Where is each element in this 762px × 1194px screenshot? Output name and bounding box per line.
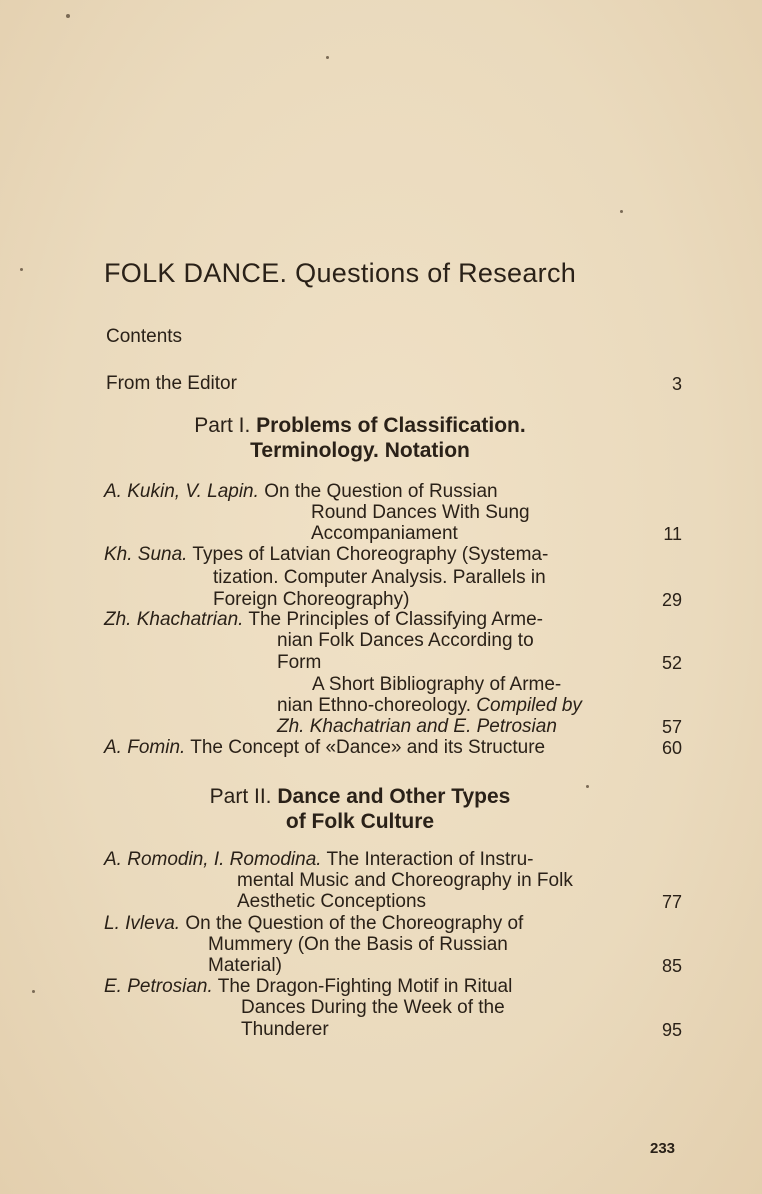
part2-title-line1: Dance and Other Types xyxy=(277,785,511,808)
entry-title-line2: tization. Computer Analysis. Parallels in xyxy=(213,567,546,588)
part2-title-line2: of Folk Culture xyxy=(285,810,435,833)
entry-page-number: 60 xyxy=(661,738,682,758)
entry-page-number: 77 xyxy=(661,892,682,912)
editor-entry: From the Editor xyxy=(106,373,237,394)
entry-title-line1: A Short Bibliography of Arme- xyxy=(312,674,562,695)
entry-title-line3: Material) xyxy=(208,955,282,976)
entry-compiled-by: Compiled by xyxy=(476,695,582,716)
editor-page-number: 3 xyxy=(671,374,682,394)
entry-author: Zh. Khachatrian. xyxy=(104,609,244,630)
entry-title-line1: The Interaction of Instru- xyxy=(326,849,534,870)
part2-label: Part II. xyxy=(209,785,272,808)
entry-title-line3: Thunderer xyxy=(241,1019,329,1040)
contents-label: Contents xyxy=(106,326,183,347)
entry-title-line3: Foreign Choreography) xyxy=(213,589,410,610)
entry-compilers: Zh. Khachatrian and E. Petrosian xyxy=(277,716,557,737)
part1-heading xyxy=(120,413,600,463)
entry-page-number: 95 xyxy=(661,1020,682,1040)
entry-title-line3: Form xyxy=(277,652,322,673)
entry-title-line2: Dances During the Week of the xyxy=(241,997,505,1018)
entry-author: L. Ivleva. xyxy=(104,913,181,934)
entry-title-line2: mental Music and Choreography in Folk xyxy=(237,870,573,891)
part1-label: Part I. xyxy=(194,414,251,437)
entry-title-line2: nian Ethno-choreology. xyxy=(277,695,471,716)
entry-title-line1: On the Question of the Choreography of xyxy=(185,913,524,934)
part2-heading xyxy=(120,784,600,834)
entry-title-line2: Round Dances With Sung xyxy=(311,502,530,523)
entry-title-line1: The Principles of Classifying Arme- xyxy=(248,609,543,630)
entry-author: A. Fomin. xyxy=(104,737,186,758)
entry-page-number: 52 xyxy=(661,653,682,673)
entry-title-line2: nian Folk Dances According to xyxy=(277,630,534,651)
entry-title-line1: On the Question of Russian xyxy=(264,481,498,502)
entry-title-line2: Mummery (On the Basis of Russian xyxy=(208,934,508,955)
entry-page-number: 29 xyxy=(661,590,682,610)
folio-page-number: 233 xyxy=(650,1140,676,1157)
entry-page-number: 57 xyxy=(661,717,682,737)
part1-title-line2: Terminology. Notation xyxy=(250,439,470,462)
entry-title-line1: The Dragon-Fighting Motif in Ritual xyxy=(217,976,513,997)
entry-page-number: 85 xyxy=(661,956,682,976)
part1-title-line1: Problems of Classification. xyxy=(256,414,526,437)
entry-author: Kh. Suna. xyxy=(104,544,188,565)
entry-title-line1: Types of Latvian Choreography (Systema- xyxy=(192,544,549,565)
entry-title-line1: The Concept of «Dance» and its Structure xyxy=(190,737,546,758)
entry-page-number: 11 xyxy=(663,524,682,544)
entry-title-line3: Accompaniament xyxy=(311,523,458,544)
entry-author: E. Petrosian. xyxy=(104,976,213,997)
page-title: FOLK DANCE. Questions of Research xyxy=(104,258,577,288)
entry-title-line3: Aesthetic Conceptions xyxy=(237,891,427,912)
entry-author: A. Romodin, I. Romodina. xyxy=(104,849,322,870)
entry-author: A. Kukin, V. Lapin. xyxy=(104,481,259,502)
